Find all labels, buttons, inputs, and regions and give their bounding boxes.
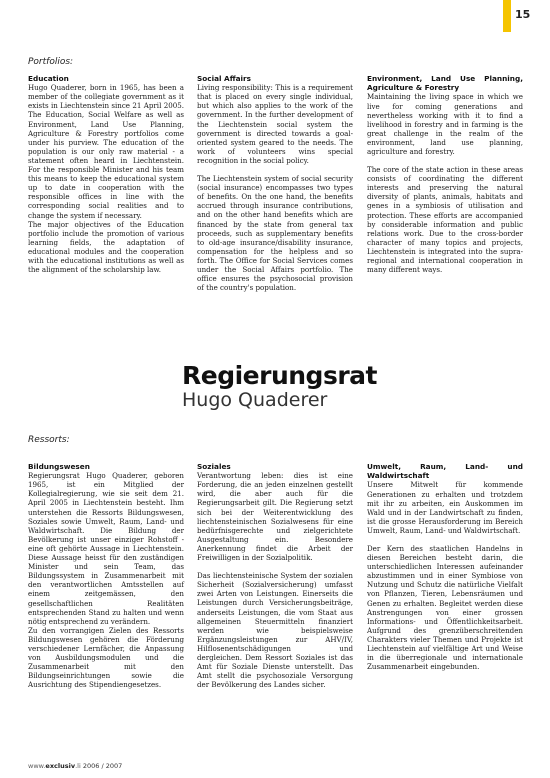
social-affairs-column <box>197 74 353 301</box>
footer <box>28 762 122 770</box>
social-affairs-paragraph-1: Living responsibility: This is a requirement that is placed on every single individual, but which also applies to the work of the government. In the further development of the Liechtenstein social system the government is directed towards a goal-oriented system geared to the needs. The work of volunteers wins special recognition in the social policy. <box>197 83 353 165</box>
social-affairs-heading: Social Affairs <box>197 74 251 83</box>
education-paragraph-2: The major objectives of the Education portfolio include the promotion of various learning fields, the adaptation of educational modules and the cooperation with the educational institutions as well as the alignment of the scholarship law. <box>28 219 184 275</box>
title-line-2: Hugo Quaderer <box>182 389 328 411</box>
soziales-heading: Soziales <box>197 462 231 471</box>
footer-year: 2006 / 2007 <box>82 762 123 770</box>
page-number: 15 <box>515 8 531 21</box>
education-column <box>28 74 184 283</box>
umwelt-paragraph-1: Unsere Mitwelt für kommende Generationen zu erhalten und trotzdem mit ihr zu arbeiten, ein Auskommen im Wald und in der Landwirtschaft zu finden, ist die grosse Herausforderung im Bereich Umwelt, Raum, Land- und Waldwirtschaft. <box>367 480 523 535</box>
bildungswesen-paragraph-2: Zu den vorrangigen Zielen des Ressorts Bildungswesen gehören die Förderung verschiedener Lernfächer, die Anpassung von Ausbildungsmodulen und die Zusammenarbeit mit den Bildungseinrichtungen sowie die Ausrichtung des Stipendiengesetzes. <box>28 625 184 690</box>
page-number-accent-bar <box>503 0 511 32</box>
soziales-column <box>197 462 353 698</box>
portfolios-label: Portfolios: <box>28 57 74 67</box>
soziales-paragraph-1: Verantwortung leben: dies ist eine Forderung, die an jeden einzelnen gestellt wird, die aber auch für die Regierungsarbeit gilt. Die Regierung setzt sich bei der Weiterentwicklung des liechtensteinischen Sozialwesens für eine bedürfnisgerechte und zielgerichtete Ausgestaltung ein. Besondere Anerkennung findet die Arbeit der Freiwilligen in der Sozialpolitik. <box>197 471 353 563</box>
title-line-1: Regierungsrat <box>182 361 377 390</box>
environment-column <box>367 74 523 283</box>
soziales-paragraph-2: Das liechtensteinische System der sozialen Sicherheit (Sozialversicherung) umfasst zwei Arten von Leistungen. Einerseits die Leistungen durch Versicherungsbeiträge, anderseits Leistungen, die vom Staat aus allgemeinen Steuermitteln finanziert werden wie beispielsweise Ergänzungsleistungen zur AHV/IV, Hilflosenentschädigungen und dergleichen. Dem Ressort Soziales ist das Amt für Soziale Dienste unterstellt. Das Amt stellt die psychosoziale Versorgung der Bevölkerung des Landes sicher. <box>197 571 353 690</box>
social-affairs-paragraph-2: The Liechtenstein system of social security (social insurance) encompasses two types of benefits. On the one hand, the benefits accrued through insurance contributions, and on the other hand benefits which are financed by the state from general tax proceeds, such as supplementary benefits to old-age insurance/disability insurance, compensation for the helpless and so forth. The Office for Social Services comes under the Social Affairs portfolio. The office ensures the psychosocial provision of the country's population. <box>197 174 353 293</box>
umwelt-heading: Umwelt, Raum, Land- und Waldwirtschaft <box>367 462 523 481</box>
environment-paragraph-2: The core of the state action in these areas consists of coordinating the different interests and preserving the natural diversity of plants, animals, habitats and genes in a symbiosis of utilisation and protection. These efforts are accompanied by considerable information and public relations work. Due to the cross-border character of many topics and projects, Liechtenstein is integrated into the supra-regional and international cooperation in many different ways. <box>367 165 523 275</box>
bildungswesen-heading: Bildungswesen <box>28 462 90 471</box>
footer-website-name: exclusiv <box>45 762 76 770</box>
environment-paragraph-1: Maintaining the living space in which we live for coming generations and nevertheless working with it to find a livelihood in forestry and in farming is the great challenge in the realm of the environment, land use planning, agriculture and forestry. <box>367 92 523 156</box>
page-number-tab <box>503 0 550 32</box>
page-title <box>182 362 377 411</box>
education-heading: Education <box>28 74 69 83</box>
ressorts-label: Ressorts: <box>28 435 70 445</box>
bildungswesen-column <box>28 462 184 698</box>
footer-website[interactable] <box>28 762 81 770</box>
umwelt-paragraph-2: Der Kern des staatlichen Handelns in diesen Bereichen besteht darin, die unterschiedlichen Interessen aufeinander abzustimmen und in einer Symbiose von Nutzung und Schutz die natürliche Vielfalt von Pflanzen, Tieren, Lebensräumen und Genen zu erhalten. Begleitet werden diese Anstrengungen von einer grossen Informations- und Öffentlichkeitsarbeit. Aufgrund des grenzüberschreitenden Charakters vieler Themen und Projekte ist Liechtenstein auf vielfältige Art und Weise in die überregionale und internationale Zusammenarbeit eingebunden. <box>367 543 523 672</box>
education-paragraph-1: Hugo Quaderer, born in 1965, has been a member of the collegiate government as it exists in Liechtenstein since 21 April 2005. The Education, Social Welfare as well as Environment, Land Use Planning, Agriculture & Forestry portfolios come under his purview. The education of the population is our only raw material - a statement often heard in Liechtenstein. For the responsible Minister and his team this means to keep the educational system up to date in cooperation with the responsible offices in line with the corresponding social realities and to change the system if necessary. <box>28 83 184 220</box>
environment-heading: Environment, Land Use Planning, Agriculture & Forestry <box>367 74 523 93</box>
footer-website-prefix: www. <box>28 762 46 770</box>
umwelt-column <box>367 462 523 680</box>
bildungswesen-paragraph-1: Regierungsrat Hugo Quaderer, geboren 1965, ist ein Mitglied der Kollegialregierung, wie sie seit dem 21. April 2005 in Liechtenstein besteht. Ihm unterstehen die Ressorts Bildungswesen, Soziales sowie Umwelt, Raum, Land- und Waldwirtschaft. Die Bildung der Bevölkerung ist unser einziger Rohstoff - eine oft gehörte Aussage in Liechtenstein. Diese Aussage heisst für den zuständigen Minister und sein Team, das Bildungssystem in Zusammenarbeit mit den verantwortlichen Amtsstellen auf einem zeitgemässen, den gesellschaftlichen Realitäten entsprechenden Stand zu halten und wenn nötig entsprechend zu verändern. <box>28 471 184 626</box>
footer-website-suffix: .li <box>75 762 81 770</box>
